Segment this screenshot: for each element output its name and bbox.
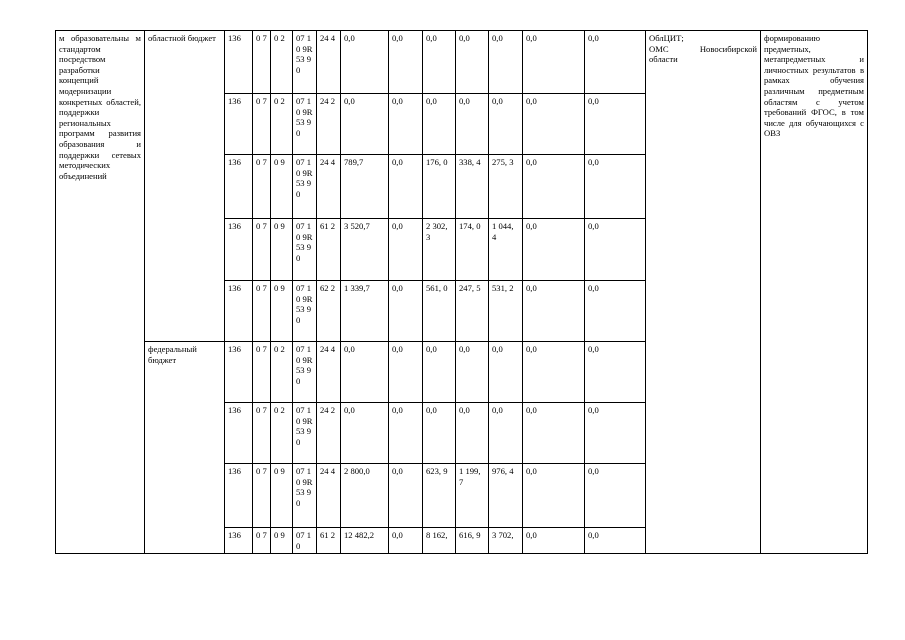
year-1-amount-cell: 0,0: [389, 31, 423, 94]
total-amount-cell: 0,0: [341, 403, 389, 464]
subsection-code-cell: 0 9: [271, 155, 293, 219]
year-1-amount-cell: 0,0: [389, 219, 423, 281]
year-5-amount-cell: 0,0: [523, 94, 585, 155]
year-6-amount-cell: 0,0: [585, 281, 646, 342]
total-amount-cell: 12 482,2: [341, 528, 389, 554]
grbs-code-cell: 136: [225, 31, 253, 94]
year-2-amount-cell: 623, 9: [423, 464, 456, 528]
year-5-amount-cell: 0,0: [523, 403, 585, 464]
year-6-amount-cell: 0,0: [585, 219, 646, 281]
year-1-amount-cell: 0,0: [389, 94, 423, 155]
year-6-amount-cell: 0,0: [585, 464, 646, 528]
year-4-amount-cell: 3 702,: [489, 528, 523, 554]
total-amount-cell: 789,7: [341, 155, 389, 219]
year-2-amount-cell: 0,0: [423, 94, 456, 155]
expense-type-code-cell: 61 2: [317, 528, 341, 554]
expense-type-code-cell: 24 4: [317, 155, 341, 219]
total-amount-cell: 1 339,7: [341, 281, 389, 342]
subsection-code-cell: 0 9: [271, 281, 293, 342]
funding-source-cell: федеральный бюджет: [145, 342, 225, 554]
grbs-code-cell: 136: [225, 342, 253, 403]
year-2-amount-cell: 0,0: [423, 403, 456, 464]
subsection-code-cell: 0 9: [271, 464, 293, 528]
year-4-amount-cell: 275, 3: [489, 155, 523, 219]
year-5-amount-cell: 0,0: [523, 528, 585, 554]
section-code-cell: 0 7: [253, 342, 271, 403]
target-article-code-cell: 07 10 9R 53 90: [293, 219, 317, 281]
year-3-amount-cell: 338, 4: [456, 155, 489, 219]
grbs-code-cell: 136: [225, 528, 253, 554]
year-2-amount-cell: 0,0: [423, 31, 456, 94]
year-6-amount-cell: 0,0: [585, 403, 646, 464]
total-amount-cell: 2 800,0: [341, 464, 389, 528]
total-amount-cell: 0,0: [341, 342, 389, 403]
year-5-amount-cell: 0,0: [523, 155, 585, 219]
year-2-amount-cell: 2 302, 3: [423, 219, 456, 281]
expense-type-code-cell: 24 4: [317, 464, 341, 528]
year-2-amount-cell: 0,0: [423, 342, 456, 403]
year-1-amount-cell: 0,0: [389, 281, 423, 342]
grbs-code-cell: 136: [225, 94, 253, 155]
subsection-code-cell: 0 9: [271, 528, 293, 554]
section-code-cell: 0 7: [253, 528, 271, 554]
year-4-amount-cell: 0,0: [489, 31, 523, 94]
year-1-amount-cell: 0,0: [389, 464, 423, 528]
subsection-code-cell: 0 9: [271, 219, 293, 281]
year-2-amount-cell: 561, 0: [423, 281, 456, 342]
expense-type-code-cell: 24 4: [317, 342, 341, 403]
year-3-amount-cell: 0,0: [456, 31, 489, 94]
section-code-cell: 0 7: [253, 31, 271, 94]
year-5-amount-cell: 0,0: [523, 31, 585, 94]
target-article-code-cell: 07 10 9R 53 90: [293, 94, 317, 155]
subsection-code-cell: 0 2: [271, 94, 293, 155]
year-3-amount-cell: 0,0: [456, 94, 489, 155]
expense-type-code-cell: 24 2: [317, 94, 341, 155]
grbs-code-cell: 136: [225, 403, 253, 464]
year-5-amount-cell: 0,0: [523, 281, 585, 342]
year-4-amount-cell: 976, 4: [489, 464, 523, 528]
target-article-code-cell: 07 10 9R 53 90: [293, 155, 317, 219]
section-code-cell: 0 7: [253, 281, 271, 342]
year-5-amount-cell: 0,0: [523, 464, 585, 528]
subsection-code-cell: 0 2: [271, 342, 293, 403]
year-6-amount-cell: 0,0: [585, 342, 646, 403]
year-4-amount-cell: 0,0: [489, 403, 523, 464]
year-4-amount-cell: 0,0: [489, 342, 523, 403]
subsection-code-cell: 0 2: [271, 31, 293, 94]
section-code-cell: 0 7: [253, 94, 271, 155]
target-article-code-cell: 07 10 9R 53 90: [293, 464, 317, 528]
expected-result-cell: формированию предметных, метапредметных и личностных результатов в рамках обучения различным предметным областям с учетом требований ФГОС, в том числе для обучающихся с ОВЗ: [761, 31, 868, 554]
year-3-amount-cell: 0,0: [456, 403, 489, 464]
target-article-code-cell: 07 10 9R 53 90: [293, 342, 317, 403]
section-code-cell: 0 7: [253, 219, 271, 281]
year-3-amount-cell: 174, 0: [456, 219, 489, 281]
grbs-code-cell: 136: [225, 281, 253, 342]
section-code-cell: 0 7: [253, 403, 271, 464]
grbs-code-cell: 136: [225, 219, 253, 281]
expense-type-code-cell: 24 2: [317, 403, 341, 464]
total-amount-cell: 0,0: [341, 31, 389, 94]
year-3-amount-cell: 1 199, 7: [456, 464, 489, 528]
year-3-amount-cell: 616, 9: [456, 528, 489, 554]
event-description-cell: м образовательны м стандартом посредством разработки концепций модернизации конкретных областей, поддержки региональных программ развития образования и поддержки сетевых методических объединений: [56, 31, 145, 554]
section-code-cell: 0 7: [253, 155, 271, 219]
total-amount-cell: 0,0: [341, 94, 389, 155]
year-1-amount-cell: 0,0: [389, 155, 423, 219]
executor-cell: ОблЦИТ; ОМС Новосибирской области: [646, 31, 761, 554]
year-1-amount-cell: 0,0: [389, 342, 423, 403]
budget-table: [55, 30, 868, 554]
year-6-amount-cell: 0,0: [585, 31, 646, 94]
year-4-amount-cell: 0,0: [489, 94, 523, 155]
expense-type-code-cell: 61 2: [317, 219, 341, 281]
target-article-code-cell: 07 10 9R 53 90: [293, 403, 317, 464]
target-article-code-cell: 07 10 9R 53 90: [293, 31, 317, 94]
year-5-amount-cell: 0,0: [523, 342, 585, 403]
subsection-code-cell: 0 2: [271, 403, 293, 464]
funding-source-cell: областной бюджет: [145, 31, 225, 342]
year-2-amount-cell: 176, 0: [423, 155, 456, 219]
grbs-code-cell: 136: [225, 155, 253, 219]
target-article-code-cell: 07 10 9R 53 90: [293, 281, 317, 342]
year-6-amount-cell: 0,0: [585, 94, 646, 155]
year-3-amount-cell: 247, 5: [456, 281, 489, 342]
year-2-amount-cell: 8 162,: [423, 528, 456, 554]
year-3-amount-cell: 0,0: [456, 342, 489, 403]
table-row: [56, 31, 868, 94]
year-1-amount-cell: 0,0: [389, 528, 423, 554]
year-5-amount-cell: 0,0: [523, 219, 585, 281]
year-6-amount-cell: 0,0: [585, 528, 646, 554]
year-4-amount-cell: 1 044, 4: [489, 219, 523, 281]
year-4-amount-cell: 531, 2: [489, 281, 523, 342]
total-amount-cell: 3 520,7: [341, 219, 389, 281]
year-1-amount-cell: 0,0: [389, 403, 423, 464]
section-code-cell: 0 7: [253, 464, 271, 528]
expense-type-code-cell: 24 4: [317, 31, 341, 94]
grbs-code-cell: 136: [225, 464, 253, 528]
target-article-code-cell: 07 10: [293, 528, 317, 554]
expense-type-code-cell: 62 2: [317, 281, 341, 342]
year-6-amount-cell: 0,0: [585, 155, 646, 219]
